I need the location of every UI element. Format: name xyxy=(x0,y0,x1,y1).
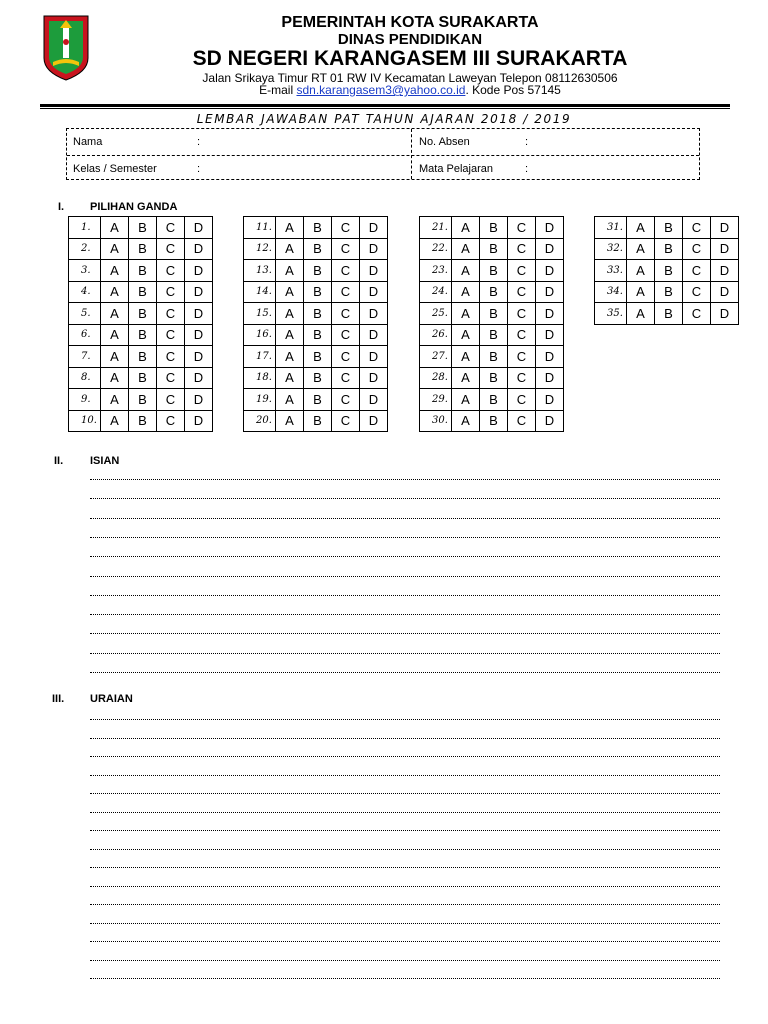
question-number: 26. xyxy=(420,324,452,346)
answer-option-a[interactable]: A xyxy=(452,303,480,325)
agency-name: DINAS PENDIDIKAN xyxy=(337,31,483,48)
absen-colon: : xyxy=(525,136,529,148)
answer-row xyxy=(595,303,739,325)
answer-option-c[interactable]: C xyxy=(157,324,185,346)
dotted-writing-line[interactable] xyxy=(90,830,720,831)
answer-option-b[interactable]: B xyxy=(129,389,157,411)
answer-option-c[interactable]: C xyxy=(332,217,360,239)
answer-option-c[interactable]: C xyxy=(157,346,185,368)
answer-option-a[interactable]: A xyxy=(276,238,304,260)
answer-option-a[interactable]: A xyxy=(627,260,655,282)
answer-option-a[interactable]: A xyxy=(627,281,655,303)
dotted-writing-line[interactable] xyxy=(90,498,720,499)
answer-row xyxy=(69,238,213,260)
school-name: SD NEGERI KARANGASEM III SURAKARTA xyxy=(192,47,628,70)
answer-row xyxy=(420,389,564,411)
answer-row xyxy=(69,367,213,389)
question-number: 25. xyxy=(420,303,452,325)
question-number: 3. xyxy=(69,260,101,282)
answer-option-c[interactable]: C xyxy=(683,281,711,303)
answer-option-a[interactable]: A xyxy=(101,389,129,411)
answer-option-a[interactable]: A xyxy=(101,238,129,260)
answer-option-d[interactable]: D xyxy=(711,303,739,325)
answer-option-a[interactable]: A xyxy=(452,346,480,368)
answer-row xyxy=(244,389,388,411)
answer-option-a[interactable]: A xyxy=(627,238,655,260)
answer-option-d[interactable]: D xyxy=(360,324,388,346)
question-number: 33. xyxy=(595,260,627,282)
question-number: 11. xyxy=(244,217,276,239)
answer-option-d[interactable]: D xyxy=(711,238,739,260)
answer-option-d[interactable]: D xyxy=(536,367,564,389)
answer-row xyxy=(69,303,213,325)
postal-code: . Kode Pos 57145 xyxy=(465,83,561,97)
answer-option-c[interactable]: C xyxy=(332,260,360,282)
answer-option-a[interactable]: A xyxy=(276,303,304,325)
answer-option-c[interactable]: C xyxy=(332,410,360,432)
answer-option-b[interactable]: B xyxy=(304,217,332,239)
answer-option-b[interactable]: B xyxy=(129,410,157,432)
answer-option-b[interactable]: B xyxy=(129,217,157,239)
answer-option-d[interactable]: D xyxy=(711,281,739,303)
city-emblem-logo xyxy=(40,14,92,82)
dotted-writing-line[interactable] xyxy=(90,849,720,850)
answer-option-c[interactable]: C xyxy=(332,346,360,368)
dotted-writing-line[interactable] xyxy=(90,556,720,557)
question-number: 24. xyxy=(420,281,452,303)
answer-option-b[interactable]: B xyxy=(129,281,157,303)
answer-option-c[interactable]: C xyxy=(157,303,185,325)
answer-option-c[interactable]: C xyxy=(157,281,185,303)
answer-option-b[interactable]: B xyxy=(480,367,508,389)
question-number: 16. xyxy=(244,324,276,346)
question-number: 28. xyxy=(420,367,452,389)
answer-row xyxy=(69,346,213,368)
answer-row xyxy=(420,324,564,346)
answer-option-b[interactable]: B xyxy=(304,367,332,389)
answer-option-d[interactable]: D xyxy=(185,324,213,346)
answer-option-b[interactable]: B xyxy=(655,217,683,239)
answer-option-c[interactable]: C xyxy=(332,303,360,325)
section-2-number: II. xyxy=(54,455,64,467)
answer-option-d[interactable]: D xyxy=(360,217,388,239)
identity-divider xyxy=(411,129,412,179)
answer-option-b[interactable]: B xyxy=(129,367,157,389)
answer-option-b[interactable]: B xyxy=(129,238,157,260)
kelas-label: Kelas / Semester xyxy=(73,163,157,175)
answer-option-c[interactable]: C xyxy=(508,281,536,303)
answer-option-a[interactable]: A xyxy=(101,367,129,389)
answer-option-a[interactable]: A xyxy=(452,260,480,282)
answer-row xyxy=(420,410,564,432)
answer-option-d[interactable]: D xyxy=(536,260,564,282)
answer-option-b[interactable]: B xyxy=(304,281,332,303)
answer-row xyxy=(244,260,388,282)
dotted-writing-line[interactable] xyxy=(90,960,720,961)
answer-option-a[interactable]: A xyxy=(101,324,129,346)
answer-option-c[interactable]: C xyxy=(157,410,185,432)
answer-option-a[interactable]: A xyxy=(276,367,304,389)
answer-option-b[interactable]: B xyxy=(655,260,683,282)
answer-option-c[interactable]: C xyxy=(508,346,536,368)
answer-option-b[interactable]: B xyxy=(304,303,332,325)
question-number: 23. xyxy=(420,260,452,282)
answer-grid-4 xyxy=(594,216,739,325)
answer-option-c[interactable]: C xyxy=(157,389,185,411)
answer-row xyxy=(420,238,564,260)
answer-option-c[interactable]: C xyxy=(157,260,185,282)
answer-row xyxy=(420,217,564,239)
identity-row xyxy=(67,155,699,181)
question-number: 17. xyxy=(244,346,276,368)
answer-option-b[interactable]: B xyxy=(480,281,508,303)
question-number: 30. xyxy=(420,410,452,432)
answer-option-d[interactable]: D xyxy=(711,260,739,282)
answer-row xyxy=(244,217,388,239)
question-number: 7. xyxy=(69,346,101,368)
dotted-writing-line[interactable] xyxy=(90,738,720,739)
question-number: 15. xyxy=(244,303,276,325)
answer-option-b[interactable]: B xyxy=(129,346,157,368)
identity-row xyxy=(67,129,699,154)
answer-option-c[interactable]: C xyxy=(157,238,185,260)
answer-option-d[interactable]: D xyxy=(185,238,213,260)
answer-option-c[interactable]: C xyxy=(157,217,185,239)
answer-row xyxy=(244,324,388,346)
answer-option-a[interactable]: A xyxy=(101,346,129,368)
email-link[interactable]: sdn.karangasem3@yahoo.co.id xyxy=(296,83,466,97)
answer-grid-3 xyxy=(419,216,564,432)
dotted-writing-line[interactable] xyxy=(90,518,720,519)
question-number: 4. xyxy=(69,281,101,303)
question-number: 32. xyxy=(595,238,627,260)
dotted-writing-line[interactable] xyxy=(90,812,720,813)
answer-row xyxy=(244,281,388,303)
answer-row xyxy=(595,281,739,303)
school-address: Jalan Srikaya Timur RT 01 RW IV Kecamatan Laweyan Telepon 08112630506 xyxy=(202,71,618,85)
answer-option-d[interactable]: D xyxy=(360,260,388,282)
student-identity-box xyxy=(66,128,700,180)
question-number: 8. xyxy=(69,367,101,389)
answer-option-d[interactable]: D xyxy=(536,324,564,346)
answer-option-a[interactable]: A xyxy=(276,389,304,411)
answer-grid-2 xyxy=(243,216,388,432)
nama-colon: : xyxy=(197,136,201,148)
question-number: 6. xyxy=(69,324,101,346)
answer-row xyxy=(595,260,739,282)
answer-grid-1 xyxy=(68,216,213,432)
answer-option-b[interactable]: B xyxy=(480,410,508,432)
answer-option-a[interactable]: A xyxy=(101,260,129,282)
answer-option-c[interactable]: C xyxy=(508,389,536,411)
answer-option-b[interactable]: B xyxy=(655,303,683,325)
answer-option-b[interactable]: B xyxy=(129,324,157,346)
government-name: PEMERINTAH KOTA SURAKARTA xyxy=(281,14,539,31)
question-number: 10. xyxy=(69,410,101,432)
absen-label: No. Absen xyxy=(419,136,470,148)
answer-option-c[interactable]: C xyxy=(508,410,536,432)
question-number: 31. xyxy=(595,217,627,239)
answer-row xyxy=(595,238,739,260)
question-number: 12. xyxy=(244,238,276,260)
section-2-title: ISIAN xyxy=(90,455,120,467)
dotted-writing-line[interactable] xyxy=(90,756,720,757)
dotted-writing-line[interactable] xyxy=(90,719,720,720)
answer-option-a[interactable]: A xyxy=(276,281,304,303)
sheet-title: LEMBAR JAWABAN PAT TAHUN AJARAN 2018 / 2019 xyxy=(196,112,572,126)
header-divider xyxy=(40,104,730,107)
dotted-writing-line[interactable] xyxy=(90,537,720,538)
answer-option-d[interactable]: D xyxy=(360,367,388,389)
answer-option-b[interactable]: B xyxy=(480,303,508,325)
answer-option-a[interactable]: A xyxy=(452,389,480,411)
nama-label: Nama xyxy=(73,136,103,148)
email-label: E-mail xyxy=(259,83,297,97)
answer-option-b[interactable]: B xyxy=(655,238,683,260)
answer-row xyxy=(420,281,564,303)
answer-option-c[interactable]: C xyxy=(332,281,360,303)
dotted-writing-line[interactable] xyxy=(90,614,720,615)
answer-row xyxy=(244,238,388,260)
answer-option-a[interactable]: A xyxy=(452,410,480,432)
answer-option-a[interactable]: A xyxy=(452,324,480,346)
answer-option-b[interactable]: B xyxy=(304,346,332,368)
answer-option-b[interactable]: B xyxy=(304,238,332,260)
answer-option-d[interactable]: D xyxy=(185,346,213,368)
answer-option-b[interactable]: B xyxy=(480,324,508,346)
answer-row xyxy=(69,324,213,346)
answer-row xyxy=(244,367,388,389)
answer-option-d[interactable]: D xyxy=(536,389,564,411)
answer-option-c[interactable]: C xyxy=(508,260,536,282)
answer-option-d[interactable]: D xyxy=(360,346,388,368)
answer-option-b[interactable]: B xyxy=(480,389,508,411)
dotted-writing-line[interactable] xyxy=(90,923,720,924)
answer-option-a[interactable]: A xyxy=(101,281,129,303)
question-number: 21. xyxy=(420,217,452,239)
answer-option-d[interactable]: D xyxy=(185,389,213,411)
dotted-writing-line[interactable] xyxy=(90,633,720,634)
question-number: 34. xyxy=(595,281,627,303)
answer-option-b[interactable]: B xyxy=(480,217,508,239)
dotted-writing-line[interactable] xyxy=(90,867,720,868)
answer-row xyxy=(420,303,564,325)
answer-option-b[interactable]: B xyxy=(304,389,332,411)
dotted-writing-line[interactable] xyxy=(90,672,720,673)
question-number: 22. xyxy=(420,238,452,260)
answer-option-d[interactable]: D xyxy=(185,367,213,389)
answer-option-a[interactable]: A xyxy=(627,217,655,239)
answer-option-d[interactable]: D xyxy=(185,410,213,432)
answer-row xyxy=(69,260,213,282)
answer-option-b[interactable]: B xyxy=(129,303,157,325)
answer-option-d[interactable]: D xyxy=(536,303,564,325)
answer-option-b[interactable]: B xyxy=(480,346,508,368)
question-number: 29. xyxy=(420,389,452,411)
section-3-number: III. xyxy=(52,693,65,705)
answer-option-a[interactable]: A xyxy=(276,324,304,346)
answer-option-d[interactable]: D xyxy=(711,217,739,239)
question-number: 14. xyxy=(244,281,276,303)
answer-option-d[interactable]: D xyxy=(185,303,213,325)
section-3-title: URAIAN xyxy=(90,693,133,705)
answer-row xyxy=(420,260,564,282)
answer-option-a[interactable]: A xyxy=(276,346,304,368)
answer-row xyxy=(69,217,213,239)
answer-option-b[interactable]: B xyxy=(129,260,157,282)
answer-option-c[interactable]: C xyxy=(332,367,360,389)
answer-option-c[interactable]: C xyxy=(508,324,536,346)
question-number: 35. xyxy=(595,303,627,325)
answer-option-d[interactable]: D xyxy=(360,238,388,260)
answer-option-d[interactable]: D xyxy=(536,346,564,368)
dotted-writing-line[interactable] xyxy=(90,479,720,480)
kelas-colon: : xyxy=(197,163,201,175)
answer-option-c[interactable]: C xyxy=(508,303,536,325)
answer-option-c[interactable]: C xyxy=(683,217,711,239)
answer-row xyxy=(69,410,213,432)
answer-option-d[interactable]: D xyxy=(360,389,388,411)
answer-option-d[interactable]: D xyxy=(185,217,213,239)
contact-line xyxy=(150,83,670,97)
answer-option-b[interactable]: B xyxy=(480,260,508,282)
answer-option-c[interactable]: C xyxy=(332,324,360,346)
answer-option-d[interactable]: D xyxy=(536,410,564,432)
dotted-writing-line[interactable] xyxy=(90,793,720,794)
question-number: 19. xyxy=(244,389,276,411)
answer-option-a[interactable]: A xyxy=(452,238,480,260)
dotted-writing-line[interactable] xyxy=(90,775,720,776)
answer-option-a[interactable]: A xyxy=(276,410,304,432)
answer-option-d[interactable]: D xyxy=(536,281,564,303)
dotted-writing-line[interactable] xyxy=(90,941,720,942)
answer-option-d[interactable]: D xyxy=(536,238,564,260)
question-number: 5. xyxy=(69,303,101,325)
answer-option-a[interactable]: A xyxy=(101,217,129,239)
answer-option-c[interactable]: C xyxy=(508,238,536,260)
answer-option-c[interactable]: C xyxy=(683,303,711,325)
answer-option-b[interactable]: B xyxy=(480,238,508,260)
question-number: 13. xyxy=(244,260,276,282)
section-1-number: I. xyxy=(58,201,65,213)
answer-row xyxy=(244,346,388,368)
answer-option-d[interactable]: D xyxy=(360,410,388,432)
question-number: 1. xyxy=(69,217,101,239)
answer-option-a[interactable]: A xyxy=(452,217,480,239)
question-number: 18. xyxy=(244,367,276,389)
question-number: 9. xyxy=(69,389,101,411)
question-number: 27. xyxy=(420,346,452,368)
answer-option-b[interactable]: B xyxy=(304,410,332,432)
dotted-writing-line[interactable] xyxy=(90,978,720,979)
answer-row xyxy=(244,303,388,325)
answer-option-c[interactable]: C xyxy=(332,389,360,411)
dotted-writing-line[interactable] xyxy=(90,595,720,596)
answer-row xyxy=(420,346,564,368)
answer-row xyxy=(420,367,564,389)
answer-option-c[interactable]: C xyxy=(508,217,536,239)
answer-option-c[interactable]: C xyxy=(508,367,536,389)
answer-option-c[interactable]: C xyxy=(683,260,711,282)
dotted-writing-line[interactable] xyxy=(90,576,720,577)
answer-option-c[interactable]: C xyxy=(683,238,711,260)
answer-row xyxy=(69,389,213,411)
answer-option-d[interactable]: D xyxy=(360,303,388,325)
answer-option-a[interactable]: A xyxy=(452,281,480,303)
answer-row xyxy=(595,217,739,239)
answer-option-d[interactable]: D xyxy=(536,217,564,239)
question-number: 2. xyxy=(69,238,101,260)
dotted-writing-line[interactable] xyxy=(90,886,720,887)
answer-option-a[interactable]: A xyxy=(276,260,304,282)
answer-option-d[interactable]: D xyxy=(360,281,388,303)
answer-option-c[interactable]: C xyxy=(157,367,185,389)
question-number: 20. xyxy=(244,410,276,432)
answer-option-d[interactable]: D xyxy=(185,281,213,303)
answer-option-a[interactable]: A xyxy=(101,410,129,432)
mapel-colon: : xyxy=(525,163,529,175)
answer-row xyxy=(69,281,213,303)
header-divider-thin xyxy=(40,108,730,109)
answer-option-c[interactable]: C xyxy=(332,238,360,260)
answer-option-b[interactable]: B xyxy=(304,260,332,282)
answer-option-a[interactable]: A xyxy=(627,303,655,325)
answer-option-a[interactable]: A xyxy=(101,303,129,325)
answer-option-d[interactable]: D xyxy=(185,260,213,282)
section-1-title: PILIHAN GANDA xyxy=(90,201,178,213)
answer-option-a[interactable]: A xyxy=(452,367,480,389)
dotted-writing-line[interactable] xyxy=(90,653,720,654)
answer-option-a[interactable]: A xyxy=(276,217,304,239)
mapel-label: Mata Pelajaran xyxy=(419,163,493,175)
answer-option-b[interactable]: B xyxy=(304,324,332,346)
answer-option-b[interactable]: B xyxy=(655,281,683,303)
dotted-writing-line[interactable] xyxy=(90,904,720,905)
answer-row xyxy=(244,410,388,432)
